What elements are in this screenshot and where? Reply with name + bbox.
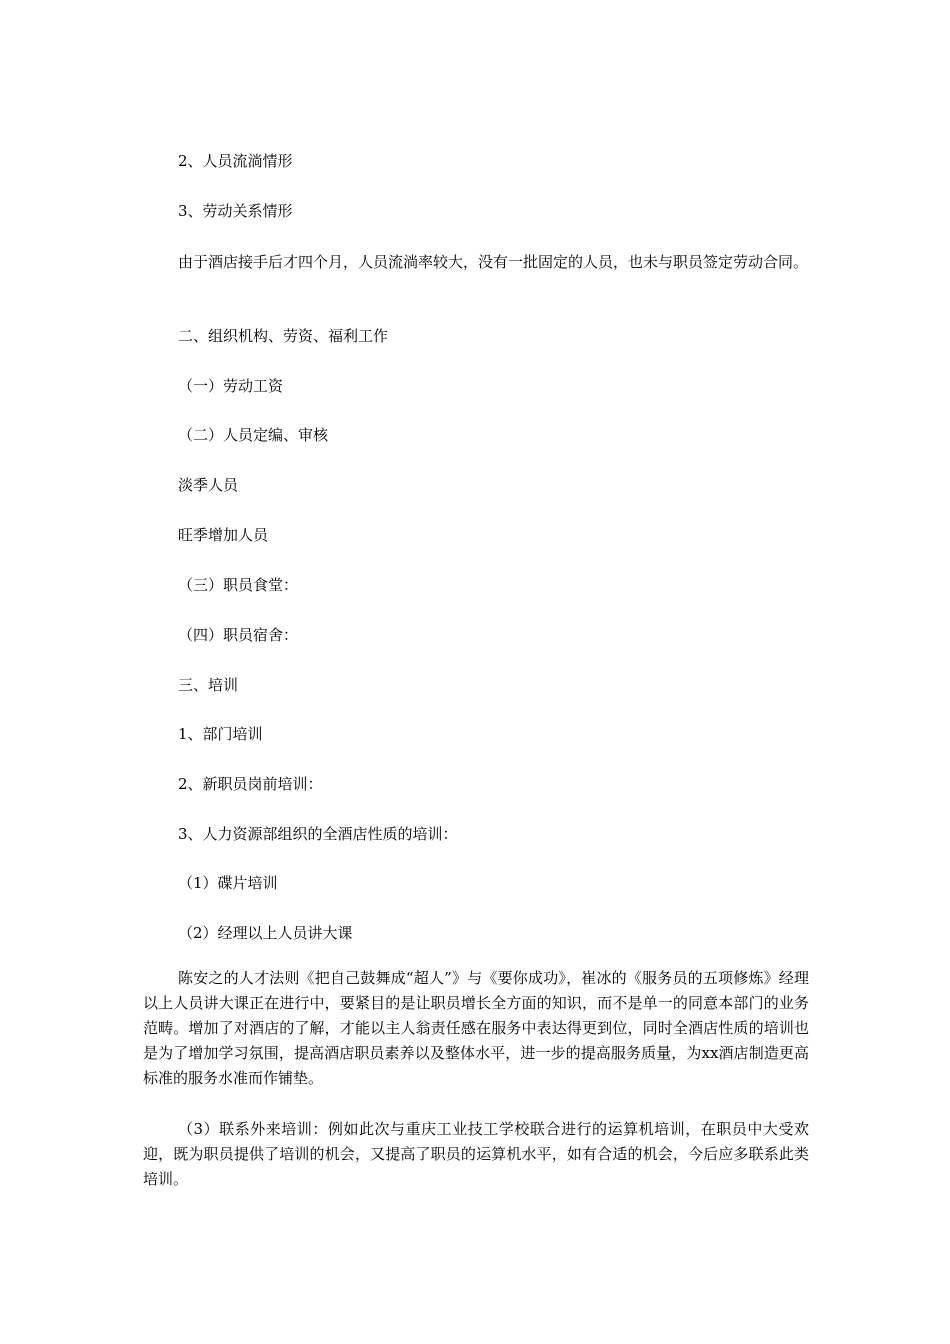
paragraph: 由于酒店接手后才四个月，人员流淌率较大，没有一批固定的人员，也未与职员签定劳动合同。 xyxy=(178,253,809,271)
list-item: （一）劳动工资 xyxy=(178,377,284,395)
list-item: （三）职员食堂： xyxy=(178,576,299,594)
list-item: （1）碟片培训 xyxy=(178,874,278,892)
section-heading: 二、组织机构、劳资、福利工作 xyxy=(178,327,389,345)
paragraph: （3）联系外来培训：例如此次与重庆工业技工学校联合进行的运算机培训，在职员中大受欢迎，既为职员提供了培训的机会，又提高了职员的运算机水平，如有合适的机会，今后应多联系此类培训。 xyxy=(143,1120,809,1188)
list-item: （二）人员定编、审核 xyxy=(178,426,329,444)
list-item: 2、人员流淌情形 xyxy=(178,152,293,170)
list-item: （2）经理以上人员讲大课 xyxy=(178,924,353,942)
list-item: 3、劳动关系情形 xyxy=(178,202,293,220)
list-item: 旺季增加人员 xyxy=(178,526,269,544)
list-item: （四）职员宿舍： xyxy=(178,626,299,644)
list-item: 淡季人员 xyxy=(178,476,239,494)
section-heading: 三、培训 xyxy=(178,676,239,694)
list-item: 1、部门培训 xyxy=(178,725,263,743)
paragraph: 陈安之的人才法则《把自己鼓舞成“超人”》与《要你成功》，崔冰的《服务员的五项修炼》经理以上人员讲大课正在进行中，要紧目的是让职员增长全方面的知识，而不是单一的同意本部门的业务范畴。增加了对酒店的了解，才能以主人翁责任感在服务中表达得更到位，同时全酒店性质的培训也是为了增加学习氛围，提高酒店职员素养以及整体水平，进一步的提高服务质量，为xx酒店制造更高标准的服务水准而作铺垫。 xyxy=(143,969,809,1087)
list-item: 2、新职员岗前培训： xyxy=(178,775,323,793)
list-item: 3、人力资源部组织的全酒店性质的培训： xyxy=(178,825,458,843)
